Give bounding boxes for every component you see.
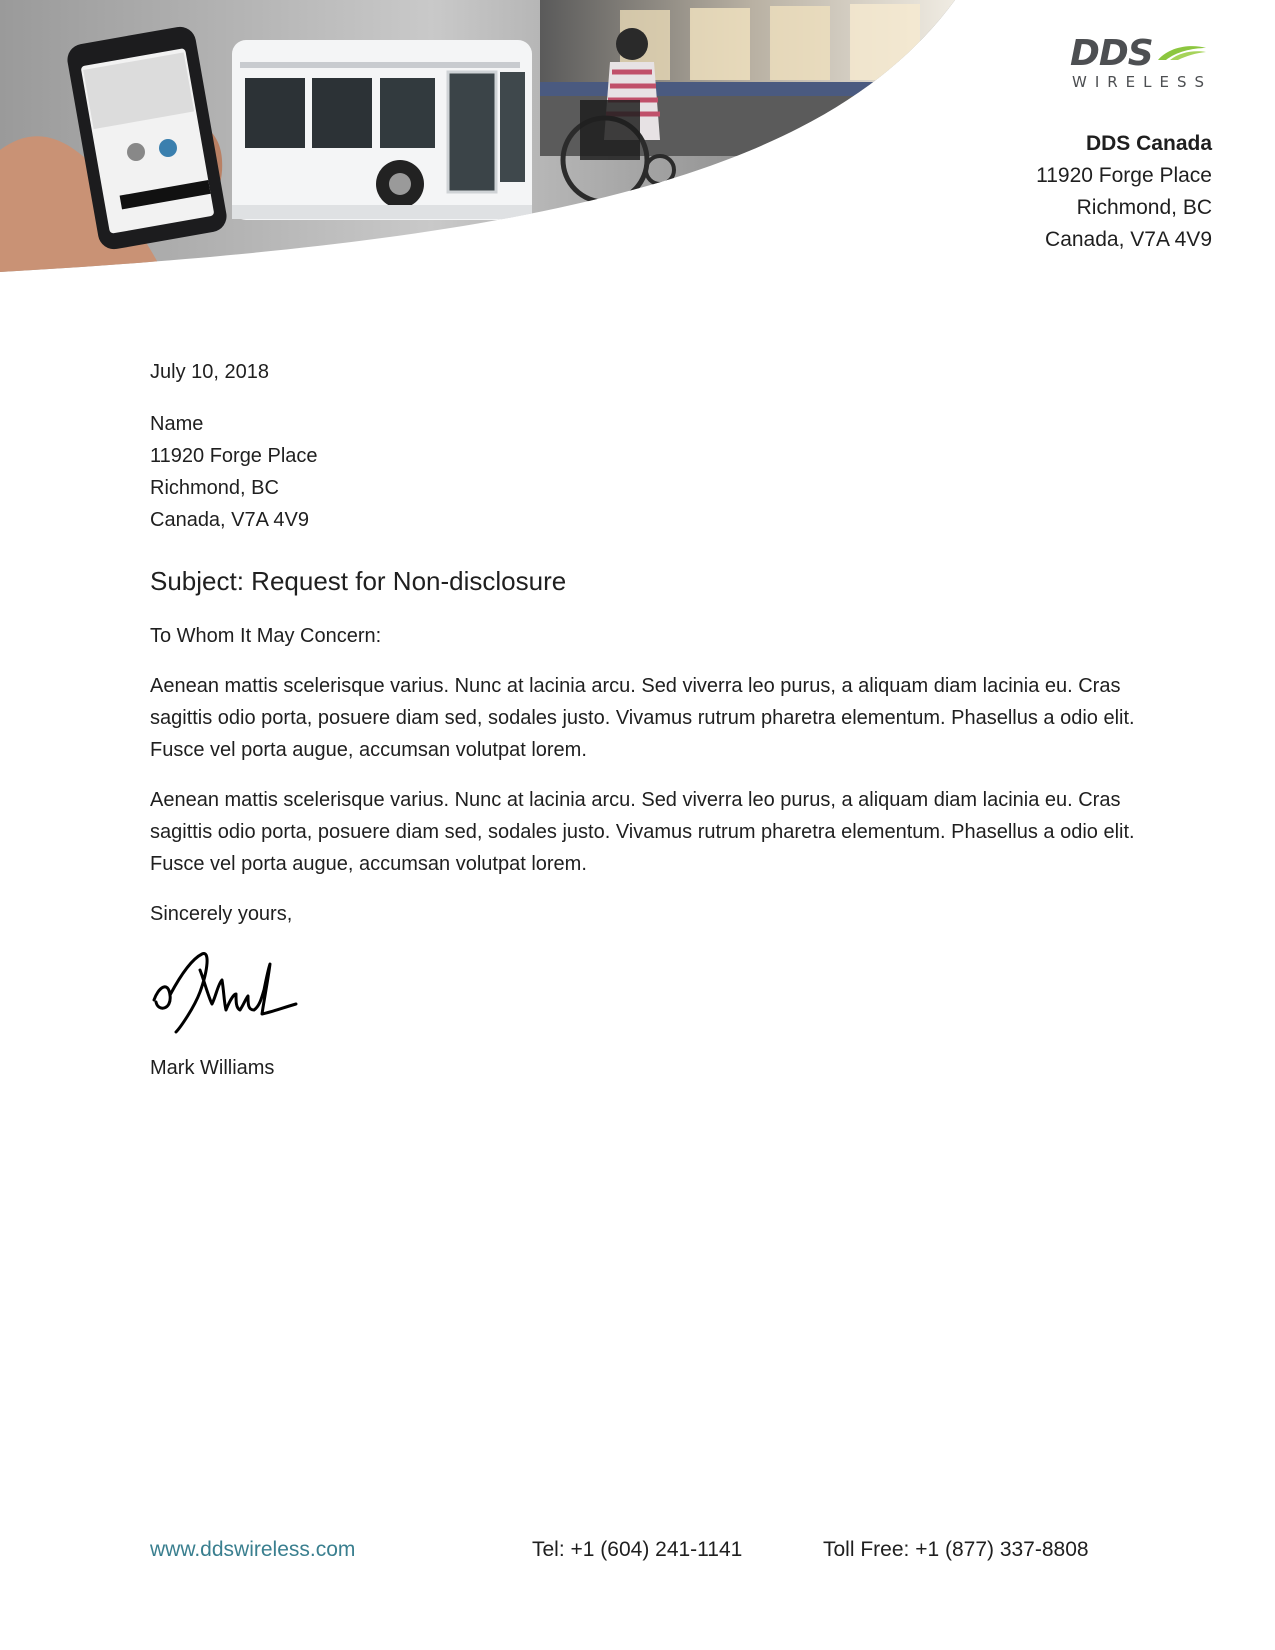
letter-closing: Sincerely yours,: [150, 903, 293, 925]
sender-address-line: Canada, V7A 4V9: [1045, 228, 1212, 251]
letter-paragraph: Aenean mattis scelerisque varius. Nunc at lacinia arcu. Sed viverra leo purus, a aliquam diam lacinia eu. Cras sagittis odio porta, posuere diam sed, sodales justo. Vivamus rutrum pharetra elementum. Phasellus a odio elit. Fusce vel porta augue, accumsan volutpat lorem.: [150, 675, 1135, 761]
letter-body: [150, 356, 1150, 1084]
recipient-address-line: 11920 Forge Place: [150, 445, 318, 467]
recipient-address-block: [150, 408, 1150, 536]
recipient-address-line: Richmond, BC: [150, 477, 279, 499]
letter-salutation: To Whom It May Concern:: [150, 625, 382, 647]
sender-address-line: Richmond, BC: [1076, 196, 1212, 219]
telephone-number: Tel: +1 (604) 241-1141: [532, 1538, 743, 1561]
logo-swoosh-icon: [1156, 44, 1208, 62]
sender-address-block: [1036, 128, 1212, 256]
letter-footer: [150, 1538, 1150, 1570]
letter-subject: Subject: Request for Non-disclosure: [150, 566, 567, 596]
letter-paragraph: Aenean mattis scelerisque varius. Nunc at lacinia arcu. Sed viverra leo purus, a aliquam diam lacinia eu. Cras sagittis odio porta, posuere diam sed, sodales justo. Vivamus rutrum pharetra elementum. Phasellus a odio elit. Fusce vel porta augue, accumsan volutpat lorem.: [150, 789, 1135, 875]
website-link[interactable]: www.ddswireless.com: [150, 1538, 356, 1561]
recipient-address-line: Canada, V7A 4V9: [150, 509, 310, 531]
recipient-name: Name: [150, 413, 204, 435]
sender-company: DDS Canada: [1085, 132, 1212, 155]
handwritten-signature: [150, 940, 320, 1050]
logo-tagline: WIRELESS: [1072, 73, 1213, 91]
dds-wireless-logo: [1070, 33, 1215, 96]
signer-name: Mark Williams: [150, 1057, 275, 1079]
logo-wordmark: DDS: [1070, 33, 1153, 74]
letter-date: July 10, 2018: [150, 361, 269, 383]
toll-free-number: Toll Free: +1 (877) 337-8808: [823, 1538, 1089, 1561]
sender-address-line: 11920 Forge Place: [1036, 164, 1212, 187]
